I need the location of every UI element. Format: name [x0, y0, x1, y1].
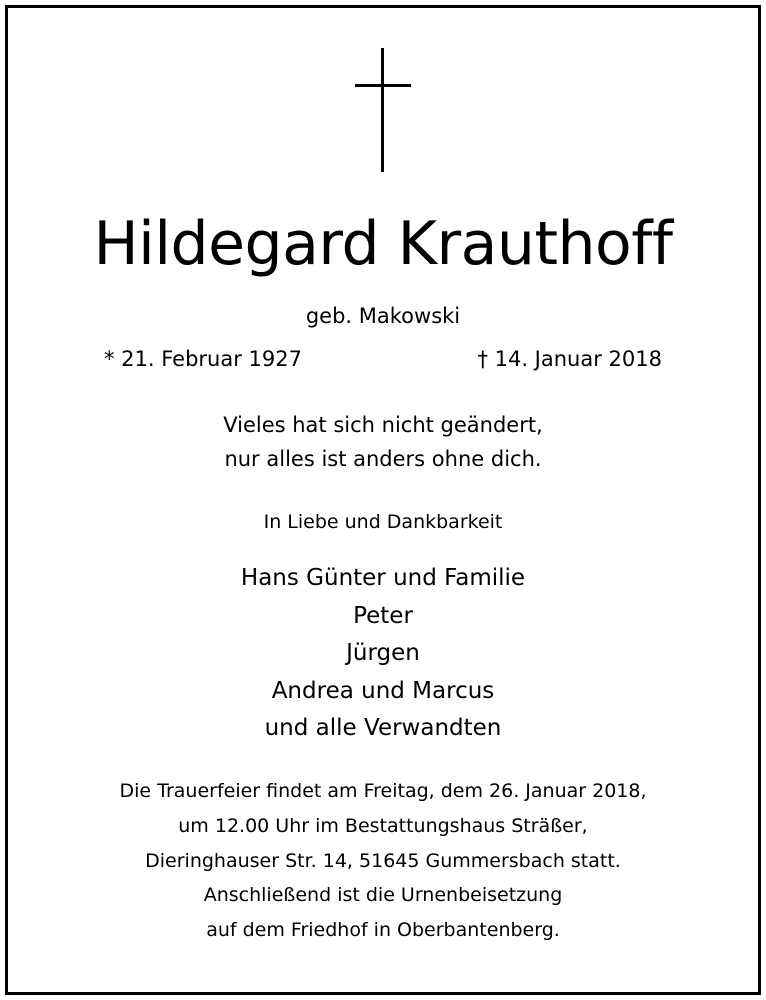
maiden-name: geb. Makowski	[305, 304, 461, 328]
mourner: Peter	[353, 602, 413, 629]
birth-date: * 21. Februar 1927	[104, 347, 302, 371]
death-date: † 14. Januar 2018	[477, 347, 662, 371]
quote-line: Vieles hat sich nicht geändert,	[223, 413, 543, 437]
urn-line: Anschließend ist die Urnenbeisetzung	[203, 884, 563, 906]
mourner: Andrea und Marcus	[271, 677, 495, 704]
deceased-name: Hildegard Krauthoff	[93, 209, 673, 279]
mourner: und alle Verwandten	[264, 715, 502, 741]
cross-vertical-bar	[381, 48, 384, 172]
urn-line: auf dem Friedhof in Oberbantenberg.	[206, 919, 560, 941]
service-line: Die Trauerfeier findet am Freitag, dem 26. Januar 2018,	[119, 780, 647, 802]
urn-burial-details	[0, 878, 766, 948]
mourner: Hans Günter und Familie	[240, 565, 526, 591]
cross-icon	[355, 48, 411, 172]
quote	[0, 408, 766, 476]
service-line: Dieringhauser Str. 14, 51645 Gummersbach statt.	[145, 850, 621, 872]
cross-horizontal-bar	[355, 84, 411, 87]
quote-line: nur alles ist anders ohne dich.	[224, 447, 542, 471]
service-details	[0, 774, 766, 879]
mourners-list	[0, 560, 766, 748]
mourners-intro: In Liebe und Dankbarkeit	[263, 511, 503, 533]
service-line: um 12.00 Uhr im Bestattungshaus Sträßer,	[178, 815, 588, 837]
mourner: Jürgen	[346, 640, 420, 666]
